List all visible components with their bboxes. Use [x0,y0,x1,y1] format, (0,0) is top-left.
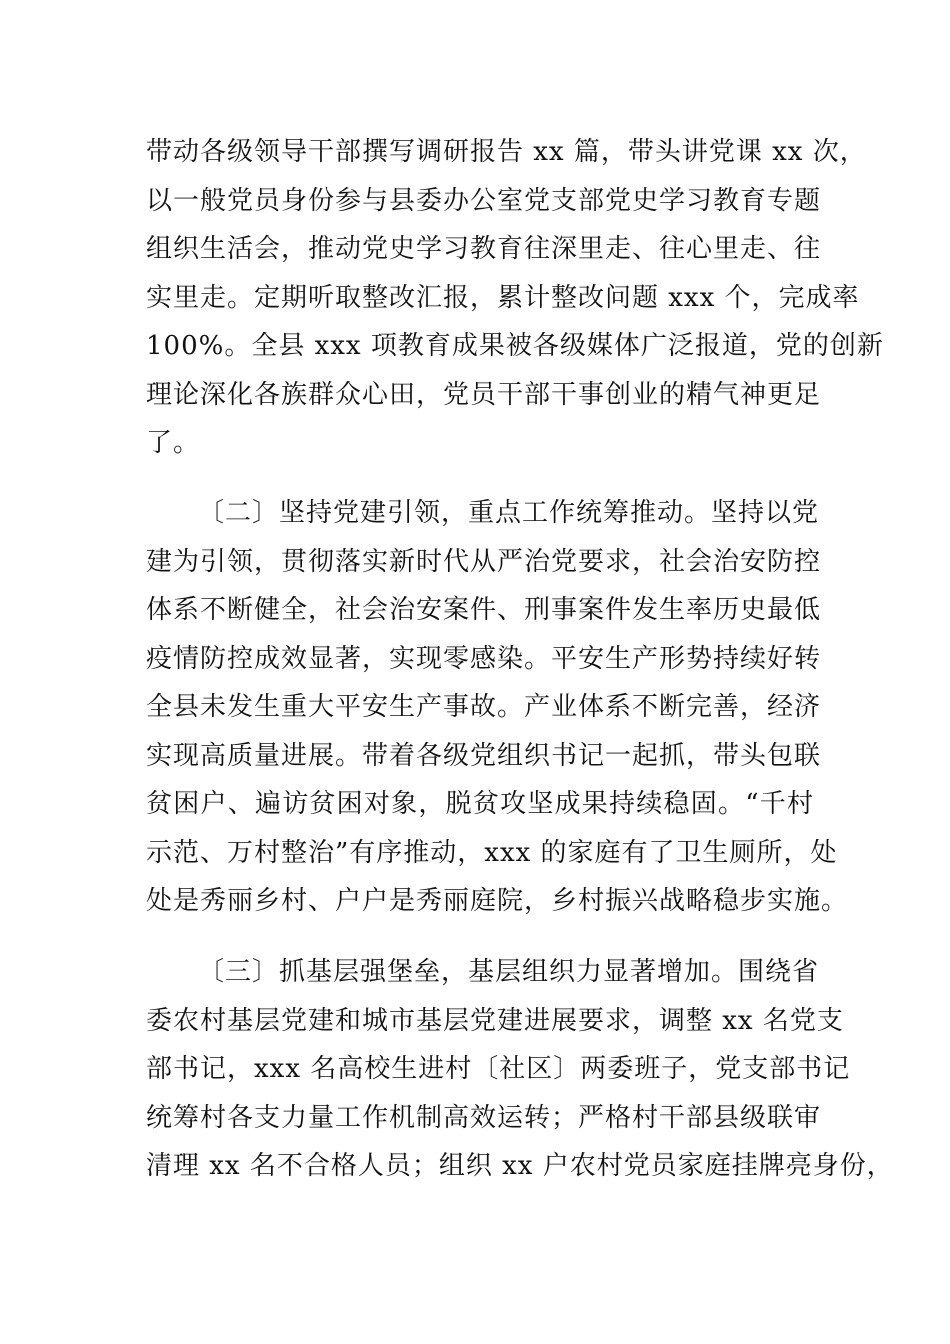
paragraph-2-line: 体系不断健全，社会治安案件、刑事案件发生率历史最低 [146,595,822,625]
paragraph-3-line: 委农村基层党建和城市基层党建进展要求，调整 xx 名党支 [146,1005,844,1036]
paragraph-2 [146,489,849,926]
paragraph-1-line: 理论深化各族群众心田，党员干部干事创业的精气神更足 [146,379,822,410]
paragraph-2-line: 处是秀丽乡村、户户是秀丽庭院，乡村振兴战略稳步实施。 [146,886,849,916]
paragraph-1-line: 组织生活会，推动党史学习教育往深里走、往心里走、往 [146,234,822,264]
paragraph-1-line: 带动各级领导干部撰写调研报告 xx 篇，带头讲党课 xx 次， [146,137,867,167]
paragraph-2-line: 贫困户、遍访贫困对象，脱贫攻坚成果持续稳固。“千村 [146,789,814,819]
paragraph-1-line: 100%。全县 xxx 项教育成果被各级媒体广泛报道，党的创新 [146,331,884,361]
paragraph-2-line: 全县未发生重大平安生产事故。产业体系不断完善，经济 [146,692,822,722]
paragraph-2-line: 疫情防控成效显著，实现零感染。平安生产形势持续好转 [146,643,822,674]
paragraph-3-line: 清理 xx 名不合格人员；组织 xx 户农村党员家庭挂牌亮身份， [146,1151,894,1181]
paragraph-3-line: 部书记，xxx 名高校生进村〔社区〕两委班子，党支部书记 [146,1054,851,1084]
paragraph-1-line: 了。 [146,428,201,458]
paragraph-2-line: 示范、万村整治”有序推动，xxx 的家庭有了卫生厕所，处 [146,837,838,868]
paragraph-1-line: 以一般党员身份参与县委办公室党支部党史学习教育专题 [146,185,822,216]
paragraph-3-line: 〔三〕抓基层强堡垒，基层组织力显著增加。围绕省 [198,957,820,987]
paragraph-1 [146,128,884,468]
paragraph-3-line: 统筹村各支力量工作机制高效运转；严格村干部县级联审 [146,1102,822,1133]
paragraph-2-line: 〔二〕坚持党建引领，重点工作统筹推动。坚持以党 [198,498,820,528]
paragraph-1-line: 实里走。定期听取整改汇报，累计整改问题 xxx 个，完成率 [146,282,860,313]
paragraph-2-line: 建为引领，贯彻落实新时代从严治党要求，社会治安防控 [146,546,822,577]
paragraph-2-line: 实现高质量进展。带着各级党组织书记一起抓，带头包联 [146,740,822,771]
paragraph-3 [146,948,894,1191]
